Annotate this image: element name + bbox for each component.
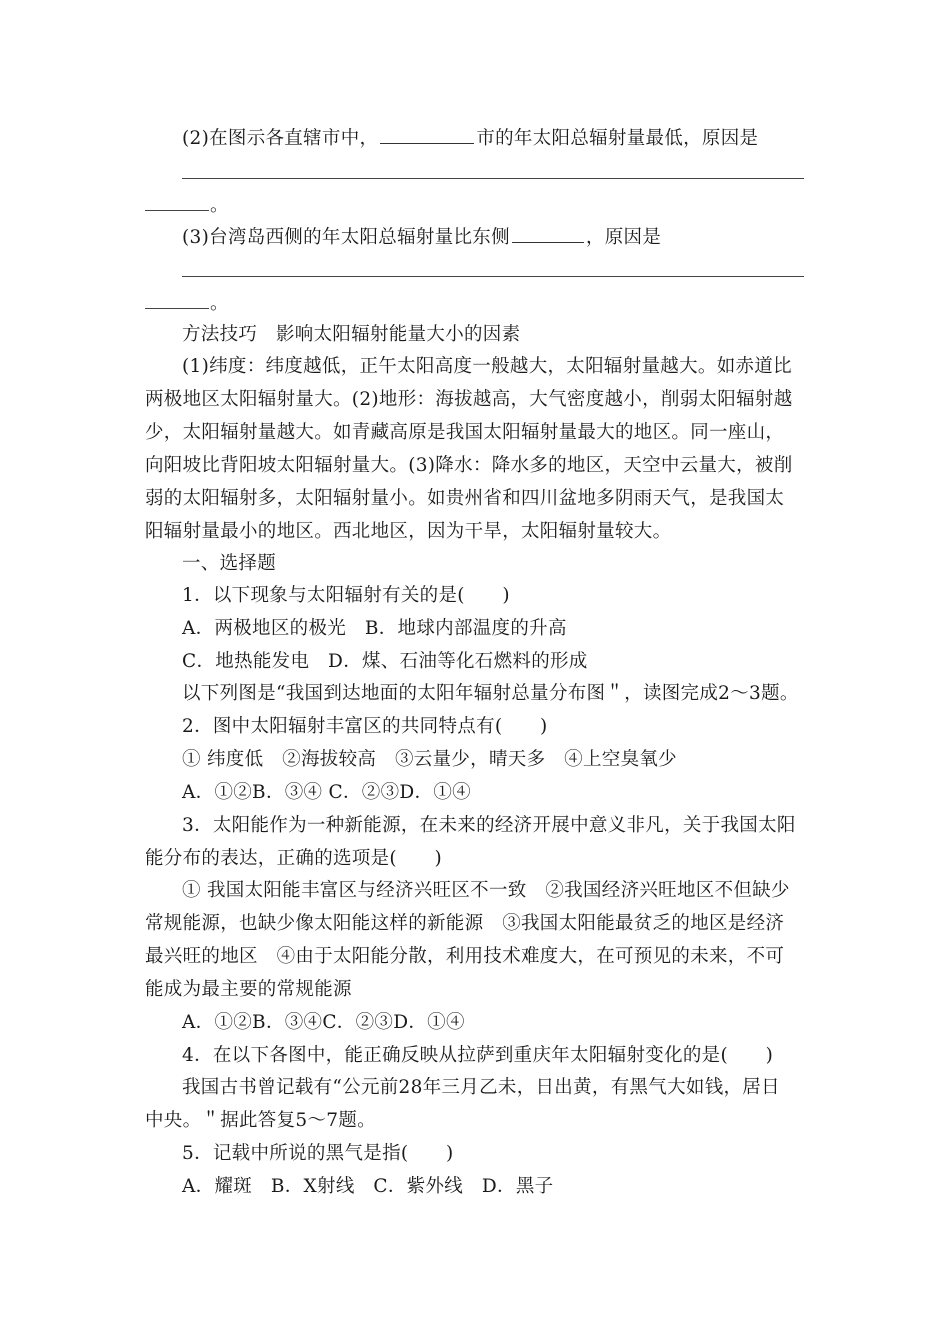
question-part-2-suffix: 市的年太阳总辐射量最低，原因是 bbox=[476, 128, 759, 149]
question-3-items: ① 我国太阳能丰富区与经济兴旺区不一致 ②我国经济兴旺地区不但缺少 bbox=[182, 880, 790, 901]
question-1: 1．以下现象与太阳辐射有关的是( ) bbox=[182, 585, 510, 606]
method-line: 向阳坡比背阳坡太阳辐射量大。(3)降水：降水多的地区，天空中云量大，被削 bbox=[145, 455, 793, 476]
question-2-options: A．①②B．③④ C．②③D．①④ bbox=[182, 782, 471, 803]
method-title: 方法技巧 影响太阳辐射能量大小的因素 bbox=[182, 324, 521, 345]
intro-5-7: 我国古书曾记载有“公元前28年三月乙未，日出黄，有黑气大如钱，居日 bbox=[182, 1077, 780, 1098]
section-title: 一、选择题 bbox=[182, 553, 277, 574]
answer-line-short[interactable] bbox=[145, 308, 209, 309]
answer-blank[interactable] bbox=[512, 224, 584, 243]
question-1-options-ab: A．两极地区的极光 B．地球内部温度的升高 bbox=[182, 618, 567, 639]
method-line: (1)纬度：纬度越低，正午太阳高度一般越大，太阳辐射量越大。如赤道比 bbox=[182, 356, 792, 377]
question-3-options: A．①②B．③④C．②③D．①④ bbox=[182, 1012, 465, 1033]
question-3-items: 常规能源，也缺少像太阳能这样的新能源 ③我国太阳能最贫乏的地区是经济 bbox=[145, 913, 785, 934]
question-1-options-cd: C．地热能发电 D．煤、石油等化石燃料的形成 bbox=[182, 651, 588, 672]
question-4: 4．在以下各图中，能正确反映从拉萨到重庆年太阳辐射变化的是( ) bbox=[182, 1045, 774, 1066]
question-part-2-prefix: (2)在图示各直辖市中， bbox=[182, 128, 379, 149]
intro-5-7: 中央。＂据此答复5～7题。 bbox=[145, 1110, 376, 1131]
answer-line[interactable] bbox=[182, 276, 804, 277]
question-5-options: A．耀斑 B．X射线 C．紫外线 D．黑子 bbox=[182, 1176, 554, 1197]
question-part-3-prefix: (3)台湾岛西侧的年太阳总辐射量比东侧 bbox=[182, 227, 510, 248]
question-2-items: ① 纬度低 ②海拔较高 ③云量少，晴天多 ④上空臭氧少 bbox=[182, 749, 677, 770]
period: 。 bbox=[210, 293, 229, 314]
intro-2-3: 以下列图是“我国到达地面的太阳年辐射总量分布图＂，读图完成2～3题。 bbox=[182, 683, 799, 704]
question-3-items: 能成为最主要的常规能源 bbox=[145, 979, 352, 1000]
question-2: 2．图中太阳辐射丰富区的共同特点有( ) bbox=[182, 716, 548, 737]
method-line: 弱的太阳辐射多，太阳辐射量小。如贵州省和四川盆地多阴雨天气，是我国太 bbox=[145, 488, 785, 509]
question-3: 3．太阳能作为一种新能源，在未来的经济开展中意义非凡，关于我国太阳 bbox=[182, 815, 796, 836]
answer-line[interactable] bbox=[182, 178, 804, 179]
method-line: 少，太阳辐射量越大。如青藏高原是我国太阳辐射量最大的地区。同一座山， bbox=[145, 422, 785, 443]
method-line: 两极地区太阳辐射量大。(2)地形：海拔越高，大气密度越小，削弱太阳辐射越 bbox=[145, 389, 793, 410]
answer-line-short[interactable] bbox=[145, 210, 209, 211]
question-5: 5．记载中所说的黑气是指( ) bbox=[182, 1143, 454, 1164]
answer-blank[interactable] bbox=[380, 125, 474, 144]
question-part-3-suffix: ，原因是 bbox=[585, 227, 662, 248]
question-3: 能分布的表达，正确的选项是( ) bbox=[145, 848, 443, 869]
question-part-2 bbox=[0, 125, 950, 151]
question-3-items: 最兴旺的地区 ④由于太阳能分散，利用技术难度大，在可预见的未来，不可 bbox=[145, 946, 785, 967]
question-part-3 bbox=[0, 224, 950, 250]
period: 。 bbox=[210, 195, 229, 216]
method-line: 阳辐射量最小的地区。西北地区，因为干旱，太阳辐射量较大。 bbox=[145, 521, 672, 542]
